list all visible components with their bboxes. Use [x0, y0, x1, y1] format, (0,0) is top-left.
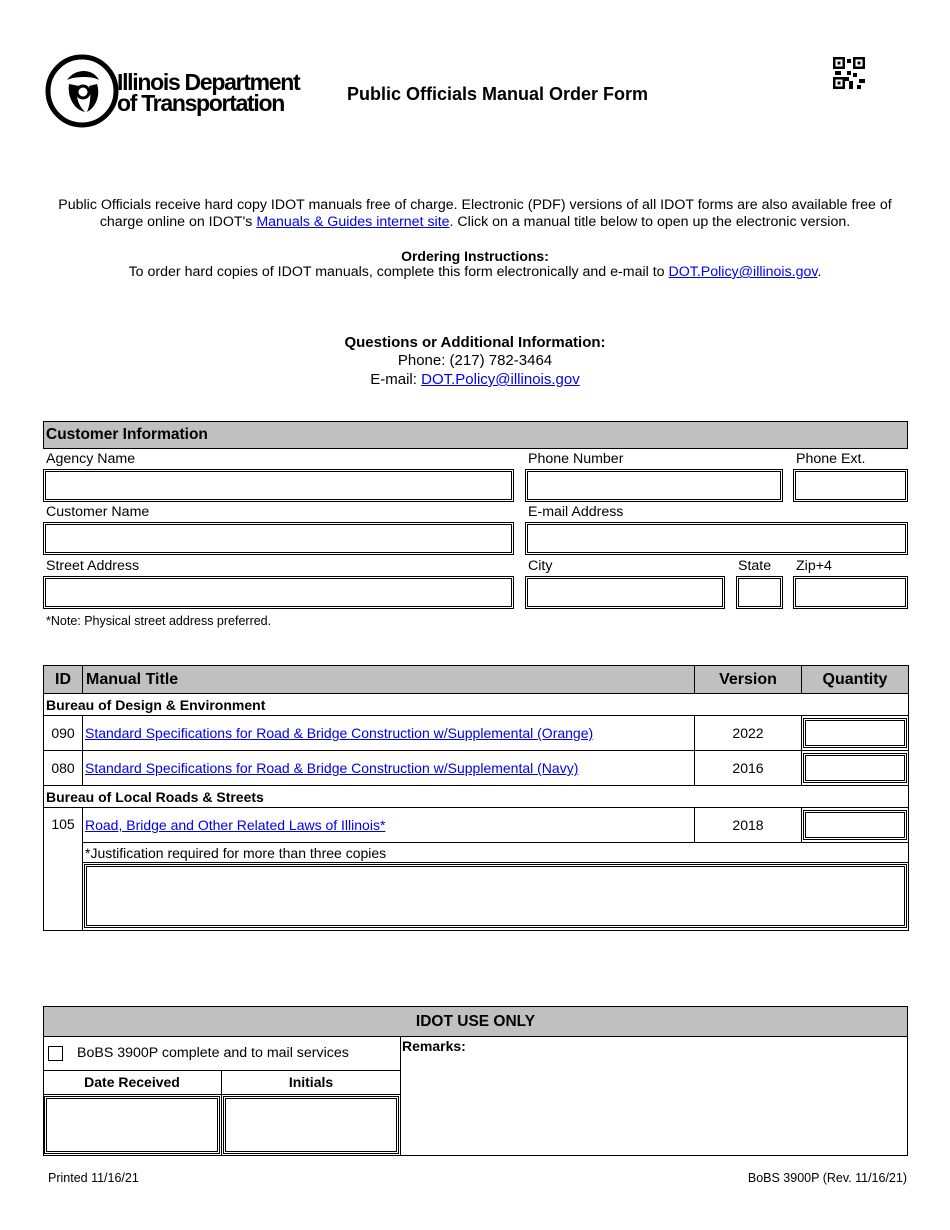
qr-code-icon [833, 57, 865, 89]
quantity-field-090[interactable] [803, 718, 907, 748]
street-address-field[interactable] [43, 576, 514, 609]
page-title: Public Officials Manual Order Form [347, 84, 649, 104]
printed-date: Printed 11/16/21 [48, 1171, 139, 1185]
state-label: State [738, 558, 772, 574]
logo-text [117, 69, 300, 116]
manual-version: 2018 [695, 808, 802, 843]
manual-title-link-090[interactable]: Standard Specifications for Road & Bridge Construction w/Supplemental (Orange) [85, 725, 594, 741]
customer-info-heading: Customer Information [43, 421, 908, 449]
manual-title-link-080[interactable]: Standard Specifications for Road & Bridge Construction w/Supplemental (Navy) [85, 760, 579, 776]
mail-services-label: BoBS 3900P complete and to mail services [77, 1045, 349, 1061]
header-title: Manual Title [83, 666, 695, 694]
table-row [44, 716, 909, 751]
quantity-field-105[interactable] [803, 810, 907, 840]
bureau-local-roads-label: Bureau of Local Roads & Streets [44, 786, 909, 808]
logo-line2: of Transportation [117, 90, 285, 116]
email-address-field[interactable] [525, 522, 908, 555]
table-row [44, 751, 909, 786]
city-label: City [528, 558, 553, 574]
ordering-instructions-text [0, 264, 950, 280]
manual-version: 2022 [695, 716, 802, 751]
idot-divider [400, 1036, 401, 1156]
agency-name-field[interactable] [43, 469, 514, 502]
phone-number-field[interactable] [525, 469, 783, 502]
header-id: ID [44, 666, 83, 694]
phone-ext-field[interactable] [793, 469, 908, 502]
manual-id: 090 [44, 716, 83, 751]
initials-label: Initials [288, 1074, 334, 1090]
manuals-header-row [44, 666, 909, 694]
idot-use-heading: IDOT USE ONLY [43, 1006, 908, 1037]
bureau-row [44, 786, 909, 808]
zip-field[interactable] [793, 576, 908, 609]
justification-label-row [44, 843, 909, 863]
bureau-design-label: Bureau of Design & Environment [44, 694, 909, 716]
manuals-table [43, 665, 909, 931]
manual-version: 2016 [695, 751, 802, 786]
city-field[interactable] [525, 576, 725, 609]
manual-title-link-105[interactable]: Road, Bridge and Other Related Laws of Illinois* [85, 817, 386, 833]
justification-field[interactable] [84, 864, 907, 928]
intro-text-after: . Click on a manual title below to open up the electronic version. [449, 214, 851, 230]
quantity-field-080[interactable] [803, 753, 907, 783]
ordering-trailing: . [817, 264, 822, 280]
date-received-field[interactable] [44, 1096, 220, 1154]
ordering-instructions-heading: Ordering Instructions: [401, 248, 549, 264]
form-id: BoBS 3900P (Rev. 11/16/21) [747, 1171, 907, 1185]
header-quantity: Quantity [802, 666, 909, 694]
table-row [44, 808, 909, 843]
manual-id: 105 [44, 808, 83, 931]
questions-phone: Phone: (217) 782-3464 [397, 352, 553, 369]
phone-ext-label: Phone Ext. [796, 451, 866, 467]
questions-email [0, 371, 950, 388]
ordering-email-link[interactable]: DOT.Policy@illinois.gov [668, 264, 818, 280]
questions-email-link[interactable]: DOT.Policy@illinois.gov [421, 371, 580, 388]
customer-name-label: Customer Name [46, 504, 150, 520]
logo-line1: Illinois Department [117, 69, 300, 95]
zip-label: Zip+4 [796, 558, 832, 574]
address-note: *Note: Physical street address preferred. [46, 614, 272, 628]
email-address-label: E-mail Address [528, 504, 624, 520]
agency-name-label: Agency Name [46, 451, 136, 467]
justification-label: *Justification required for more than three copies [83, 843, 909, 863]
bureau-row [44, 694, 909, 716]
initials-field[interactable] [223, 1096, 399, 1154]
state-field[interactable] [736, 576, 783, 609]
mail-services-checkbox[interactable] [48, 1046, 63, 1061]
questions-heading: Questions or Additional Information: [344, 334, 606, 351]
intro-paragraph [50, 197, 900, 231]
ordering-text: To order hard copies of IDOT manuals, complete this form electronically and e-mail to [128, 264, 669, 280]
manuals-guides-link[interactable]: Manuals & Guides internet site [256, 214, 450, 230]
questions-email-label: E-mail: [370, 371, 422, 388]
justification-row [44, 863, 909, 931]
manual-id: 080 [44, 751, 83, 786]
idot-row-line [43, 1070, 401, 1071]
date-received-label: Date Received [84, 1074, 180, 1090]
customer-name-field[interactable] [43, 522, 514, 555]
intro-text-before: Public Officials receive hard copy IDOT manuals free of charge. Electronic (PDF) versions of all IDOT forms are also available free of charge online on IDOT's [58, 197, 892, 230]
idot-emblem-icon [45, 54, 119, 128]
phone-number-label: Phone Number [528, 451, 624, 467]
remarks-label: Remarks: [402, 1038, 466, 1054]
idot-row-line [43, 1094, 401, 1095]
idot-logo [45, 54, 300, 128]
street-address-label: Street Address [46, 558, 140, 574]
header-version: Version [695, 666, 802, 694]
